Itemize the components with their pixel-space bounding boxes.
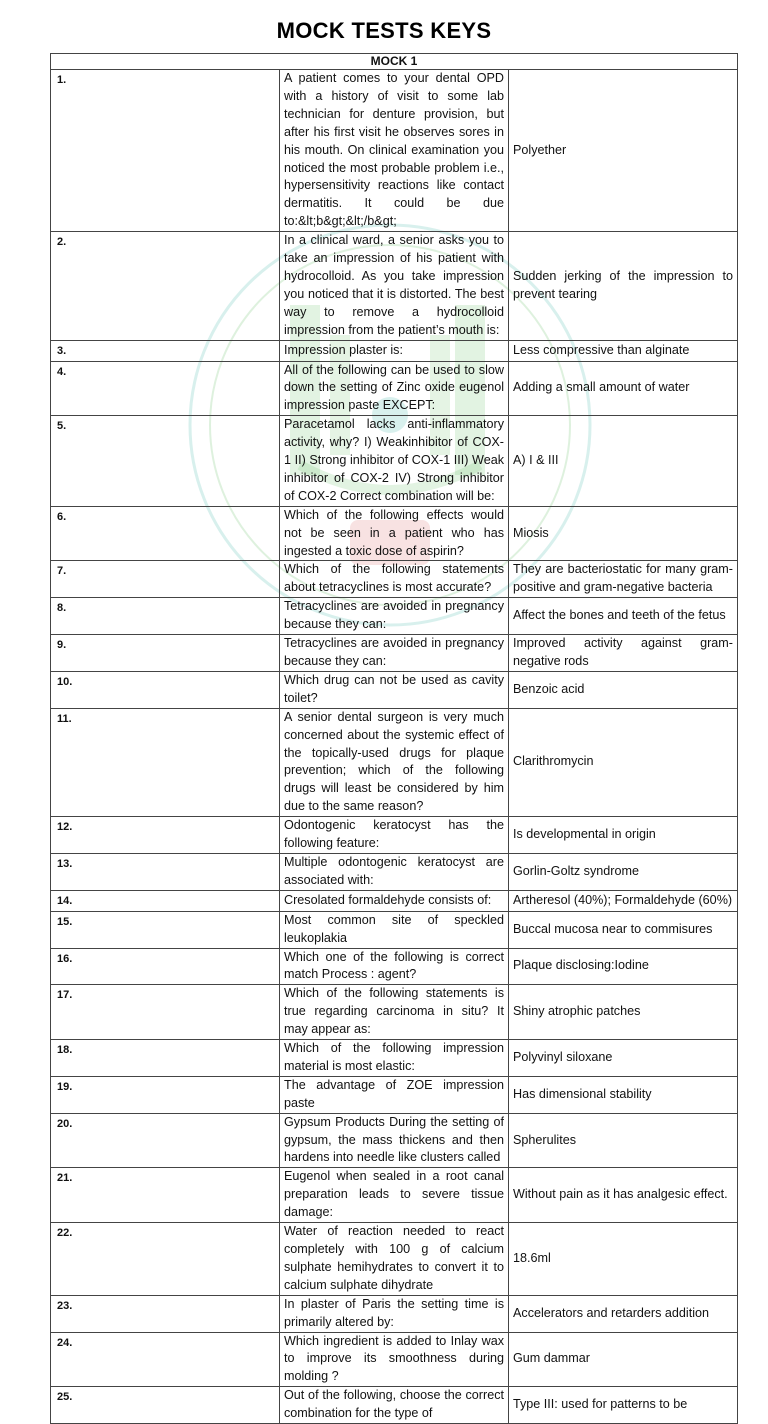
question-row	[51, 948, 738, 985]
answer-text: A) I & III	[509, 416, 738, 507]
question-row	[51, 853, 738, 890]
answer-text: Gorlin-Goltz syndrome	[509, 853, 738, 890]
question-text: All of the following can be used to slow down the setting of Zinc oxide eugenol impression paste EXCEPT:	[280, 361, 509, 416]
question-row	[51, 561, 738, 598]
question-text: Odontogenic keratocyst has the following feature:	[280, 817, 509, 854]
question-text: A patient comes to your dental OPD with a history of visit to some lab technician for denture provision, but after his first visit he observes sores in his mouth. On clinical examination you noticed the most probable problem i.e., hypersensitivity reactions like contact dermatitis. It could be due to:&lt;b&gt;&lt;/b&gt;	[280, 70, 509, 232]
answer-text: Improved activity against gram-negative rods	[509, 635, 738, 672]
answer-text: Polyvinyl siloxane	[509, 1040, 738, 1077]
question-number: 13.	[51, 853, 280, 890]
question-row	[51, 1332, 738, 1387]
answer-text: Less compressive than alginate	[509, 340, 738, 361]
question-number: 18.	[51, 1040, 280, 1077]
question-text: Which drug can not be used as cavity toilet?	[280, 671, 509, 708]
answer-text: Clarithromycin	[509, 708, 738, 816]
answer-text: Without pain as it has analgesic effect.	[509, 1168, 738, 1223]
answer-text: Is developmental in origin	[509, 817, 738, 854]
question-number: 4.	[51, 361, 280, 416]
question-text: Which of the following impression material is most elastic:	[280, 1040, 509, 1077]
answer-text: Type III: used for patterns to be	[509, 1387, 738, 1424]
question-number: 11.	[51, 708, 280, 816]
question-text: Which of the following effects would not be seen in a patient who has ingested a toxic dose of aspirin?	[280, 506, 509, 561]
answer-text: Shiny atrophic patches	[509, 985, 738, 1040]
answer-text: Sudden jerking of the impression to prevent tearing	[509, 232, 738, 340]
question-number: 10.	[51, 671, 280, 708]
question-text: Which one of the following is correct match Process : agent?	[280, 948, 509, 985]
question-text: Cresolated formaldehyde consists of:	[280, 890, 509, 911]
question-text: A senior dental surgeon is very much concerned about the systemic effect of the topically-used drugs for plaque prevention; which of the following drugs will least be considered by him due to the same reason?	[280, 708, 509, 816]
question-text: Eugenol when sealed in a root canal preparation leads to severe tissue damage:	[280, 1168, 509, 1223]
question-text: In a clinical ward, a senior asks you to take an impression of his patient with hydrocolloid. As you take impression you noticed that it is distorted. The best way to remove a hydrocolloid impression from the patient’s mouth is:	[280, 232, 509, 340]
question-row	[51, 1223, 738, 1296]
question-row	[51, 1295, 738, 1332]
answer-text: Artheresol (40%); Formaldehyde (60%)	[509, 890, 738, 911]
question-number: 8.	[51, 598, 280, 635]
question-number: 17.	[51, 985, 280, 1040]
question-text: Which of the following statements about tetracyclines is most accurate?	[280, 561, 509, 598]
question-row	[51, 1387, 738, 1424]
answer-text: Accelerators and retarders addition	[509, 1295, 738, 1332]
question-row	[51, 671, 738, 708]
question-text: Multiple odontogenic keratocyst are associated with:	[280, 853, 509, 890]
question-number: 2.	[51, 232, 280, 340]
question-row	[51, 598, 738, 635]
question-number: 5.	[51, 416, 280, 507]
question-text: Tetracyclines are avoided in pregnancy because they can:	[280, 635, 509, 672]
question-text: Most common site of speckled leukoplakia	[280, 911, 509, 948]
answer-text: Gum dammar	[509, 1332, 738, 1387]
answer-text: Has dimensional stability	[509, 1076, 738, 1113]
answer-text: Affect the bones and teeth of the fetus	[509, 598, 738, 635]
question-number: 12.	[51, 817, 280, 854]
answer-text: 18.6ml	[509, 1223, 738, 1296]
question-row	[51, 340, 738, 361]
question-number: 23.	[51, 1295, 280, 1332]
question-text: Tetracyclines are avoided in pregnancy because they can:	[280, 598, 509, 635]
question-number: 3.	[51, 340, 280, 361]
question-row	[51, 985, 738, 1040]
page-title: MOCK TESTS KEYS	[276, 18, 492, 43]
question-text: Which of the following statements is true regarding carcinoma in situ? It may appear as:	[280, 985, 509, 1040]
question-text: Gypsum Products During the setting of gypsum, the mass thickens and then hardens into needle like clusters called	[280, 1113, 509, 1168]
question-row	[51, 70, 738, 232]
question-row	[51, 817, 738, 854]
answer-text: Polyether	[509, 70, 738, 232]
answer-text: Buccal mucosa near to commisures	[509, 911, 738, 948]
question-row	[51, 1040, 738, 1077]
question-row	[51, 416, 738, 507]
question-text: The advantage of ZOE impression paste	[280, 1076, 509, 1113]
question-row	[51, 890, 738, 911]
question-number: 7.	[51, 561, 280, 598]
question-row	[51, 1113, 738, 1168]
question-text: In plaster of Paris the setting time is primarily altered by:	[280, 1295, 509, 1332]
question-text: Water of reaction needed to react completely with 100 g of calcium sulphate hemihydrates to convert it to calcium sulphate dihydrate	[280, 1223, 509, 1296]
question-row	[51, 1168, 738, 1223]
question-text: Impression plaster is:	[280, 340, 509, 361]
question-row	[51, 1076, 738, 1113]
question-number: 25.	[51, 1387, 280, 1424]
answer-text: Plaque disclosing:Iodine	[509, 948, 738, 985]
question-row	[51, 232, 738, 340]
answer-text: Miosis	[509, 506, 738, 561]
question-text: Paracetamol lacks anti-inflammatory activity, why? I) Weakinhibitor of COX-1 II) Strong inhibitor of COX-1 III) Weak inhibitor of COX-2 IV) Strong inhibitor of COX-2 Correct combination will be:	[280, 416, 509, 507]
mock-header-row	[51, 54, 738, 70]
question-number: 6.	[51, 506, 280, 561]
question-number: 1.	[51, 70, 280, 232]
question-number: 9.	[51, 635, 280, 672]
question-row	[51, 708, 738, 816]
question-text: Which ingredient is added to Inlay wax to improve its smoothness during molding ?	[280, 1332, 509, 1387]
question-text: Out of the following, choose the correct combination for the type of	[280, 1387, 509, 1424]
question-number: 24.	[51, 1332, 280, 1387]
answer-text: Spherulites	[509, 1113, 738, 1168]
answer-text: They are bacteriostatic for many gram-positive and gram-negative bacteria	[509, 561, 738, 598]
answer-text: Adding a small amount of water	[509, 361, 738, 416]
question-number: 22.	[51, 1223, 280, 1296]
question-row	[51, 635, 738, 672]
question-row	[51, 506, 738, 561]
question-number: 21.	[51, 1168, 280, 1223]
question-number: 15.	[51, 911, 280, 948]
question-row	[51, 361, 738, 416]
mock-label: MOCK 1	[51, 54, 738, 70]
question-row	[51, 911, 738, 948]
question-number: 16.	[51, 948, 280, 985]
question-number: 20.	[51, 1113, 280, 1168]
question-number: 14.	[51, 890, 280, 911]
answer-text: Benzoic acid	[509, 671, 738, 708]
question-number: 19.	[51, 1076, 280, 1113]
answer-keys-table	[50, 53, 738, 1424]
